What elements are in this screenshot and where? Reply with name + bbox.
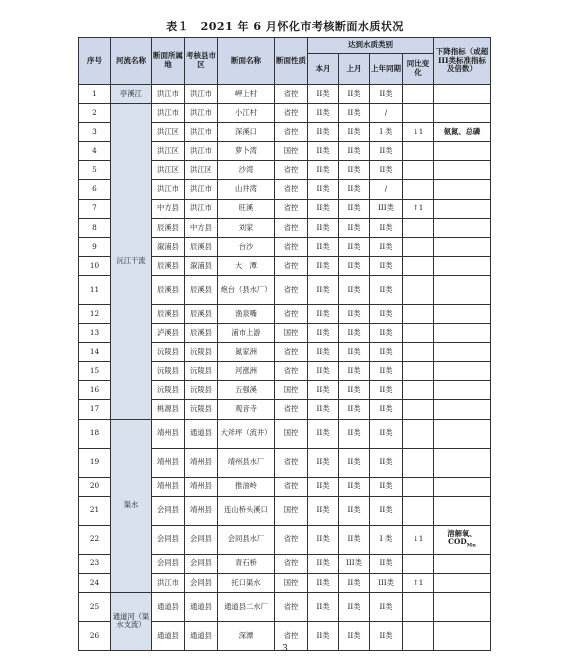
header-river: 河流名称 [111, 38, 152, 85]
cell-nature: 省控 [275, 400, 308, 419]
cell-section-name: 山井湾 [218, 180, 275, 199]
cell-yoy-change [403, 142, 434, 161]
cell-river: 亭溪江 [111, 85, 152, 104]
cell-county: 靖州县 [185, 496, 218, 525]
cell-county: 洪江市 [185, 104, 218, 123]
cell-drop-indicator [434, 85, 491, 104]
cell-last-month: II类 [339, 324, 370, 343]
cell-section-name: 通道县二水厂 [218, 592, 275, 621]
cell-seq: 19 [79, 448, 111, 477]
cell-county: 中方县 [185, 218, 218, 237]
cell-county: 沅陵县 [185, 362, 218, 381]
cell-nature: 国控 [275, 419, 308, 448]
cell-river: 通道河（渠水支流） [111, 592, 152, 650]
cell-location: 会同县 [152, 554, 185, 573]
cell-county: 通道县 [185, 592, 218, 621]
cell-nature: 省控 [275, 477, 308, 496]
cell-yoy-change [403, 180, 434, 199]
page-number: 3 [282, 644, 288, 654]
cell-yoy-change [403, 161, 434, 180]
cell-drop-indicator [434, 142, 491, 161]
cell-last-year: III类 [370, 573, 403, 592]
cell-current-month: II类 [308, 477, 339, 496]
cell-location: 靖州县 [152, 419, 185, 448]
cell-last-month: II类 [339, 142, 370, 161]
cell-current-month: II类 [308, 142, 339, 161]
cell-nature: 省控 [275, 554, 308, 573]
cell-nature: 省控 [275, 85, 308, 104]
cell-location: 泸溪县 [152, 324, 185, 343]
cell-current-month: II类 [308, 592, 339, 621]
cell-county: 辰溪县 [185, 275, 218, 304]
cell-yoy-change [403, 477, 434, 496]
cell-current-month: II类 [308, 161, 339, 180]
cell-seq: 24 [79, 573, 111, 592]
cell-drop-indicator [434, 161, 491, 180]
cell-current-month: II类 [308, 400, 339, 419]
cell-current-month: II类 [308, 123, 339, 142]
cell-location: 洪江市 [152, 180, 185, 199]
cell-current-month: II类 [308, 304, 339, 323]
cell-last-month: II类 [339, 180, 370, 199]
cell-seq: 5 [79, 161, 111, 180]
cell-last-year: II类 [370, 218, 403, 237]
cell-last-month: II类 [339, 496, 370, 525]
cell-yoy-change [403, 85, 434, 104]
cell-drop-indicator [434, 573, 491, 592]
cell-drop-indicator [434, 477, 491, 496]
cell-last-year: II类 [370, 142, 403, 161]
cell-drop-indicator [434, 275, 491, 304]
cell-last-year: II类 [370, 496, 403, 525]
header-seq: 序号 [79, 38, 111, 85]
cell-last-month: II类 [339, 381, 370, 400]
table-body [79, 85, 491, 651]
cell-last-month: II类 [339, 343, 370, 362]
cell-seq: 9 [79, 237, 111, 256]
cell-county: 辰溪县 [185, 304, 218, 323]
cell-county: 洪江市 [185, 85, 218, 104]
cell-section-name: 氮家洲 [218, 343, 275, 362]
header-last-year: 上年同期 [370, 54, 403, 85]
cell-yoy-change [403, 448, 434, 477]
cell-nature: 省控 [275, 275, 308, 304]
cell-last-month: II类 [339, 304, 370, 323]
cell-last-year: II类 [370, 85, 403, 104]
cell-section-name: 会同县水厂 [218, 525, 275, 554]
cell-location: 会同县 [152, 525, 185, 554]
cell-drop-indicator [434, 496, 491, 525]
cell-seq: 6 [79, 180, 111, 199]
cell-seq: 13 [79, 324, 111, 343]
cell-location: 洪江市 [152, 573, 185, 592]
cell-yoy-change [403, 104, 434, 123]
cell-county: 会同县 [185, 554, 218, 573]
cell-section-name: 靖州县水厂 [218, 448, 275, 477]
cell-seq: 8 [79, 218, 111, 237]
cell-nature: 省控 [275, 104, 308, 123]
cell-section-name: 大斧坪（流井） [218, 419, 275, 448]
cell-nature: 国控 [275, 496, 308, 525]
cell-current-month: II类 [308, 324, 339, 343]
cell-drop-indicator [434, 448, 491, 477]
cell-location: 靖州县 [152, 477, 185, 496]
cell-last-year: I 类 [370, 123, 403, 142]
cell-section-name: 萝卜湾 [218, 142, 275, 161]
cell-drop-indicator [434, 237, 491, 256]
header-yoy-change: 同比变化 [403, 54, 434, 85]
cell-location: 沅陵县 [152, 343, 185, 362]
cell-last-month: II类 [339, 256, 370, 275]
cell-drop-indicator [434, 419, 491, 448]
cell-nature: 国控 [275, 324, 308, 343]
cell-location: 桃源县 [152, 400, 185, 419]
cell-current-month: II类 [308, 104, 339, 123]
cell-seq: 17 [79, 400, 111, 419]
cell-current-month: II类 [308, 85, 339, 104]
cell-location: 洪江区 [152, 123, 185, 142]
cell-yoy-change [403, 324, 434, 343]
cell-nature: 省控 [275, 362, 308, 381]
cell-section-name: 刘家 [218, 218, 275, 237]
cell-drop-indicator [434, 592, 491, 621]
cell-seq: 11 [79, 275, 111, 304]
cell-river: 渠水 [111, 419, 152, 592]
cell-last-year: I 类 [370, 525, 403, 554]
cell-last-month: II类 [339, 104, 370, 123]
cell-current-month: II类 [308, 448, 339, 477]
cell-last-year: II类 [370, 161, 403, 180]
cell-nature: 省控 [275, 592, 308, 621]
cell-drop-indicator [434, 324, 491, 343]
cell-drop-indicator [434, 400, 491, 419]
cell-section-name: 深溪口 [218, 123, 275, 142]
cell-location: 靖州县 [152, 448, 185, 477]
cell-current-month: II类 [308, 218, 339, 237]
cell-seq: 10 [79, 256, 111, 275]
cell-yoy-change: ↑1 [403, 199, 434, 218]
cell-nature: 国控 [275, 573, 308, 592]
cell-section-name: 小江村 [218, 104, 275, 123]
cell-current-month: II类 [308, 554, 339, 573]
cell-last-month: II类 [339, 448, 370, 477]
header-current-month: 本月 [308, 54, 339, 85]
cell-last-month: II类 [339, 161, 370, 180]
cell-section-name: 青石桥 [218, 554, 275, 573]
water-quality-table [78, 37, 491, 651]
cell-seq: 25 [79, 592, 111, 621]
cell-yoy-change [403, 237, 434, 256]
cell-county: 会同县 [185, 525, 218, 554]
cell-current-month: II类 [308, 199, 339, 218]
cell-last-month: II类 [339, 218, 370, 237]
cell-location: 辰溪县 [152, 275, 185, 304]
cell-county: 洪江市 [185, 180, 218, 199]
header-last-month: 上月 [339, 54, 370, 85]
cell-last-year: / [370, 180, 403, 199]
cell-section-name: 渔泉嘴 [218, 304, 275, 323]
cell-location: 沅陵县 [152, 381, 185, 400]
cell-seq: 4 [79, 142, 111, 161]
cell-seq: 3 [79, 123, 111, 142]
cell-last-year: II类 [370, 362, 403, 381]
cell-county: 通道县 [185, 621, 218, 650]
cell-nature: 省控 [275, 237, 308, 256]
cell-section-name: 旺溪 [218, 199, 275, 218]
cell-county: 沅陵县 [185, 381, 218, 400]
cell-section-name: 大 潭 [218, 256, 275, 275]
cell-yoy-change [403, 496, 434, 525]
cell-yoy-change: ↑1 [403, 573, 434, 592]
cell-last-month: II类 [339, 275, 370, 304]
cell-current-month: II类 [308, 343, 339, 362]
cell-last-year: II类 [370, 621, 403, 650]
cell-location: 洪江市 [152, 104, 185, 123]
cell-current-month: II类 [308, 419, 339, 448]
cell-drop-indicator: 溶解氧、$COD_{Mn}$ [434, 525, 491, 554]
cell-last-month: II类 [339, 419, 370, 448]
cell-last-month: II类 [339, 85, 370, 104]
cell-seq: 12 [79, 304, 111, 323]
cell-current-month: II类 [308, 362, 339, 381]
cell-nature: 省控 [275, 448, 308, 477]
cell-location: 辰溪县 [152, 304, 185, 323]
cell-county: 靖州县 [185, 477, 218, 496]
cell-county: 溆浦县 [185, 256, 218, 275]
cell-nature: 省控 [275, 304, 308, 323]
cell-last-month: II类 [339, 237, 370, 256]
header-location: 断面所属地 [152, 38, 185, 85]
cell-location: 沅陵县 [152, 362, 185, 381]
cell-yoy-change: ↓1 [403, 123, 434, 142]
cell-section-name: 观音寺 [218, 400, 275, 419]
cell-seq: 23 [79, 554, 111, 573]
cell-seq: 21 [79, 496, 111, 525]
cell-section-name: 岬上村 [218, 85, 275, 104]
cell-location: 溆浦县 [152, 237, 185, 256]
cell-last-year: II类 [370, 381, 403, 400]
cell-seq: 1 [79, 85, 111, 104]
cell-last-month: II类 [339, 400, 370, 419]
cell-county: 沅陵县 [185, 400, 218, 419]
cell-last-month: III类 [339, 554, 370, 573]
cell-nature: 省控 [275, 180, 308, 199]
cell-section-name: 托口渠水 [218, 573, 275, 592]
cell-county: 通道县 [185, 419, 218, 448]
cell-current-month: II类 [308, 275, 339, 304]
cell-last-month: II类 [339, 573, 370, 592]
cell-seq: 7 [79, 199, 111, 218]
cell-last-year: II类 [370, 592, 403, 621]
cell-last-year: II类 [370, 419, 403, 448]
cell-drop-indicator: 氨氮、总磷 [434, 123, 491, 142]
header-drop-indicator: 下降指标（或超III类标准指标及倍数） [434, 38, 491, 85]
cell-drop-indicator [434, 381, 491, 400]
cell-seq: 20 [79, 477, 111, 496]
cell-river: 沅江干流 [111, 104, 152, 419]
cell-section-name: 炮台（县水厂） [218, 275, 275, 304]
cell-drop-indicator [434, 304, 491, 323]
cell-nature: 省控 [275, 621, 308, 650]
cell-seq: 2 [79, 104, 111, 123]
cell-drop-indicator [434, 104, 491, 123]
cell-drop-indicator [434, 218, 491, 237]
table-row [79, 592, 491, 621]
cell-yoy-change [403, 343, 434, 362]
cell-seq: 18 [79, 419, 111, 448]
cell-county: 沅陵县 [185, 343, 218, 362]
cell-last-year: III类 [370, 199, 403, 218]
cell-drop-indicator [434, 180, 491, 199]
table-row [79, 104, 491, 123]
table-row [79, 85, 491, 104]
cell-current-month: II类 [308, 573, 339, 592]
cell-nature: 国控 [275, 142, 308, 161]
cell-section-name: 五强溪 [218, 381, 275, 400]
cell-location: 洪江区 [152, 161, 185, 180]
cell-yoy-change [403, 381, 434, 400]
cell-last-month: II类 [339, 123, 370, 142]
cell-last-year: II类 [370, 343, 403, 362]
table-title: 表１ 2021 年 6 月怀化市考核断面水质状况 [166, 20, 404, 33]
cell-yoy-change [403, 419, 434, 448]
cell-county: 辰溪县 [185, 324, 218, 343]
cell-location: 洪江市 [152, 85, 185, 104]
cell-nature: 省控 [275, 256, 308, 275]
cell-current-month: II类 [308, 180, 339, 199]
cell-nature: 省控 [275, 218, 308, 237]
cell-yoy-change [403, 554, 434, 573]
cell-current-month: II类 [308, 256, 339, 275]
header-category-group: 达到水质类别 [308, 38, 434, 54]
cell-county: 辰溪县 [185, 237, 218, 256]
cell-last-month: II类 [339, 525, 370, 554]
cell-last-month: II类 [339, 199, 370, 218]
cell-section-name: 连山桥头溪口 [218, 496, 275, 525]
cell-nature: 国控 [275, 381, 308, 400]
cell-section-name: 浦市上游 [218, 324, 275, 343]
cell-last-year: II类 [370, 324, 403, 343]
cell-last-month: II类 [339, 477, 370, 496]
cell-section-name: 河涨洲 [218, 362, 275, 381]
cell-current-month: II类 [308, 621, 339, 650]
cell-location: 洪江区 [152, 142, 185, 161]
cell-last-year: II类 [370, 237, 403, 256]
cell-current-month: II类 [308, 525, 339, 554]
cell-last-month: II类 [339, 362, 370, 381]
cell-drop-indicator [434, 554, 491, 573]
cell-county: 靖州县 [185, 448, 218, 477]
cell-last-month: II类 [339, 592, 370, 621]
cell-yoy-change [403, 256, 434, 275]
cell-seq: 15 [79, 362, 111, 381]
cell-current-month: II类 [308, 496, 339, 525]
cell-yoy-change [403, 218, 434, 237]
cell-last-year: II类 [370, 275, 403, 304]
cell-current-month: II类 [308, 381, 339, 400]
cell-seq: 26 [79, 621, 111, 650]
cell-yoy-change [403, 362, 434, 381]
cell-location: 通道县 [152, 592, 185, 621]
cell-yoy-change [403, 592, 434, 621]
cell-drop-indicator [434, 362, 491, 381]
cell-yoy-change: ↓1 [403, 525, 434, 554]
cell-nature: 省控 [275, 525, 308, 554]
cell-seq: 22 [79, 525, 111, 554]
cell-nature: 省控 [275, 199, 308, 218]
cell-seq: 16 [79, 381, 111, 400]
cell-last-year: II类 [370, 448, 403, 477]
cell-drop-indicator [434, 343, 491, 362]
cell-last-year: II类 [370, 400, 403, 419]
cell-section-name: 台沙 [218, 237, 275, 256]
cell-county: 会同县 [185, 573, 218, 592]
cell-section-name: 推油岭 [218, 477, 275, 496]
cell-county: 洪江市 [185, 199, 218, 218]
cell-section-name: 沙湾 [218, 161, 275, 180]
cell-location: 辰溪县 [152, 256, 185, 275]
cell-yoy-change [403, 275, 434, 304]
cell-nature: 省控 [275, 123, 308, 142]
cell-yoy-change [403, 400, 434, 419]
cell-nature: 省控 [275, 161, 308, 180]
cell-last-year: / [370, 104, 403, 123]
cell-county: 洪江市 [185, 123, 218, 142]
cell-seq: 14 [79, 343, 111, 362]
cell-location: 辰溪县 [152, 218, 185, 237]
cell-last-year: II类 [370, 304, 403, 323]
cell-last-year: II类 [370, 554, 403, 573]
cell-current-month: II类 [308, 237, 339, 256]
cell-county: 洪江市 [185, 142, 218, 161]
cell-last-month: II类 [339, 621, 370, 650]
cell-drop-indicator [434, 199, 491, 218]
cell-nature: 省控 [275, 343, 308, 362]
cell-county: 洪江区 [185, 161, 218, 180]
cell-last-year: II类 [370, 256, 403, 275]
cell-last-year: II类 [370, 477, 403, 496]
cell-location: 会同县 [152, 496, 185, 525]
cell-drop-indicator [434, 256, 491, 275]
header-section-name: 断面名称 [218, 38, 275, 85]
cell-location: 通道县 [152, 621, 185, 650]
cell-location: 中方县 [152, 199, 185, 218]
header-county: 考核县市区 [185, 38, 218, 85]
cell-yoy-change [403, 304, 434, 323]
cell-section-name: 深潭 [218, 621, 275, 650]
table-row [79, 419, 491, 448]
header-nature: 断面性质 [275, 38, 308, 85]
